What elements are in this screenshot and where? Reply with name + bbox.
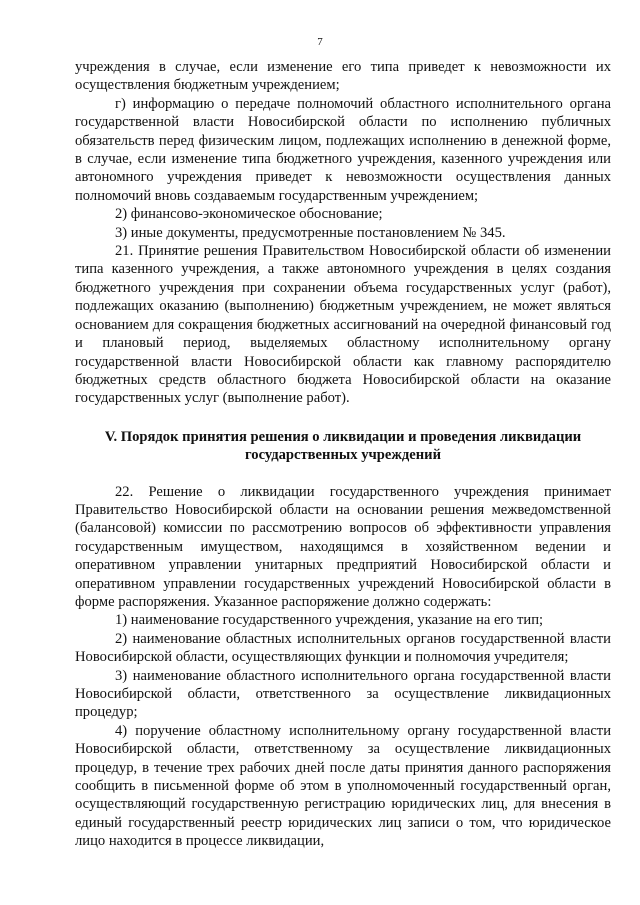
paragraph-list-item-4: 4) поручение областному исполнительному органу государственной власти Новосибирской области, ответственному за осуществление ликвидационных процедур, в течение трех рабочих дней после даты принятия данного распоряжения сообщить в письменной форме об этом в уполномоченный государственный орган, осуществляющий государственную регистрацию юридических лиц, для внесения в единый государственный реестр юридических лиц записи о том, что юридическое лицо находится в процессе ликвидации, <box>75 722 611 850</box>
paragraph-clause-22: 22. Решение о ликвидации государственного учреждения принимает Правительство Новосибирской области на основании решения межведомственной (балансовой) комиссии по рассмотрению вопросов об эффективности управления государственным имуществом, находящимся в хозяйственном ведении и оперативном управлении унитарных предприятий Новосибирской области и оперативном управлении государственных учреждений Новосибирской области в форме распоряжения. Указанное распоряжение должно содержать: <box>75 483 611 610</box>
paragraph-continuation: учреждения в случае, если изменение его типа приведет к невозможности их осуществления бюджетным учреждением; <box>75 59 611 94</box>
paragraph-item-g: г) информацию о передаче полномочий областного исполнительного органа государственной власти Новосибирской области по исполнению публичных обязательств перед физическим лицом, подлежащих исполнению в денежной форме, в случае, если изменение типа бюджетного учреждения, казенного учреждения или автономного учреждения приведет к невозможности осуществления данных полномочий вновь создаваемым государственным учреждением; <box>75 95 611 204</box>
paragraph-clause-21: 21. Принятие решения Правительством Новосибирской области об изменении типа казенного учреждения, а также автономного учреждения в целях создания бюджетного учреждения при сохранении объема государственных услуг (работ), подлежащих оказанию (выполнению) бюджетным учреждением, не может являться основанием для сокращения бюджетных ассигнований на очередной финансовый год и плановый период, выделяемых областному исполнительному органу государственной власти Новосибирской области как главному распорядителю бюджетных средств областного бюджета Новосибирской области на оказание государственных услуг (выполнение работ). <box>75 243 611 407</box>
paragraph-list-item-3: 3) наименование областного исполнительного органа государственной власти Новосибирской области, ответственного за осуществление ликвидационных процедур; <box>75 667 611 721</box>
paragraph-list-item-2: 2) наименование областных исполнительных органов государственной власти Новосибирской области, осуществляющих функции и полномочия учредителя; <box>75 630 611 666</box>
paragraph-item-2: 2) финансово-экономическое обоснование; <box>115 206 383 223</box>
paragraph-item-3: 3) иные документы, предусмотренные постановлением № 345. <box>115 224 506 241</box>
section-heading: V. Порядок принятия решения о ликвидации и проведения ликвидации государственных учреждений <box>104 428 582 464</box>
page-number: 7 <box>317 36 323 48</box>
document-body <box>75 58 611 851</box>
paragraph-list-item-1: 1) наименование государственного учреждения, указание на его тип; <box>115 612 544 629</box>
